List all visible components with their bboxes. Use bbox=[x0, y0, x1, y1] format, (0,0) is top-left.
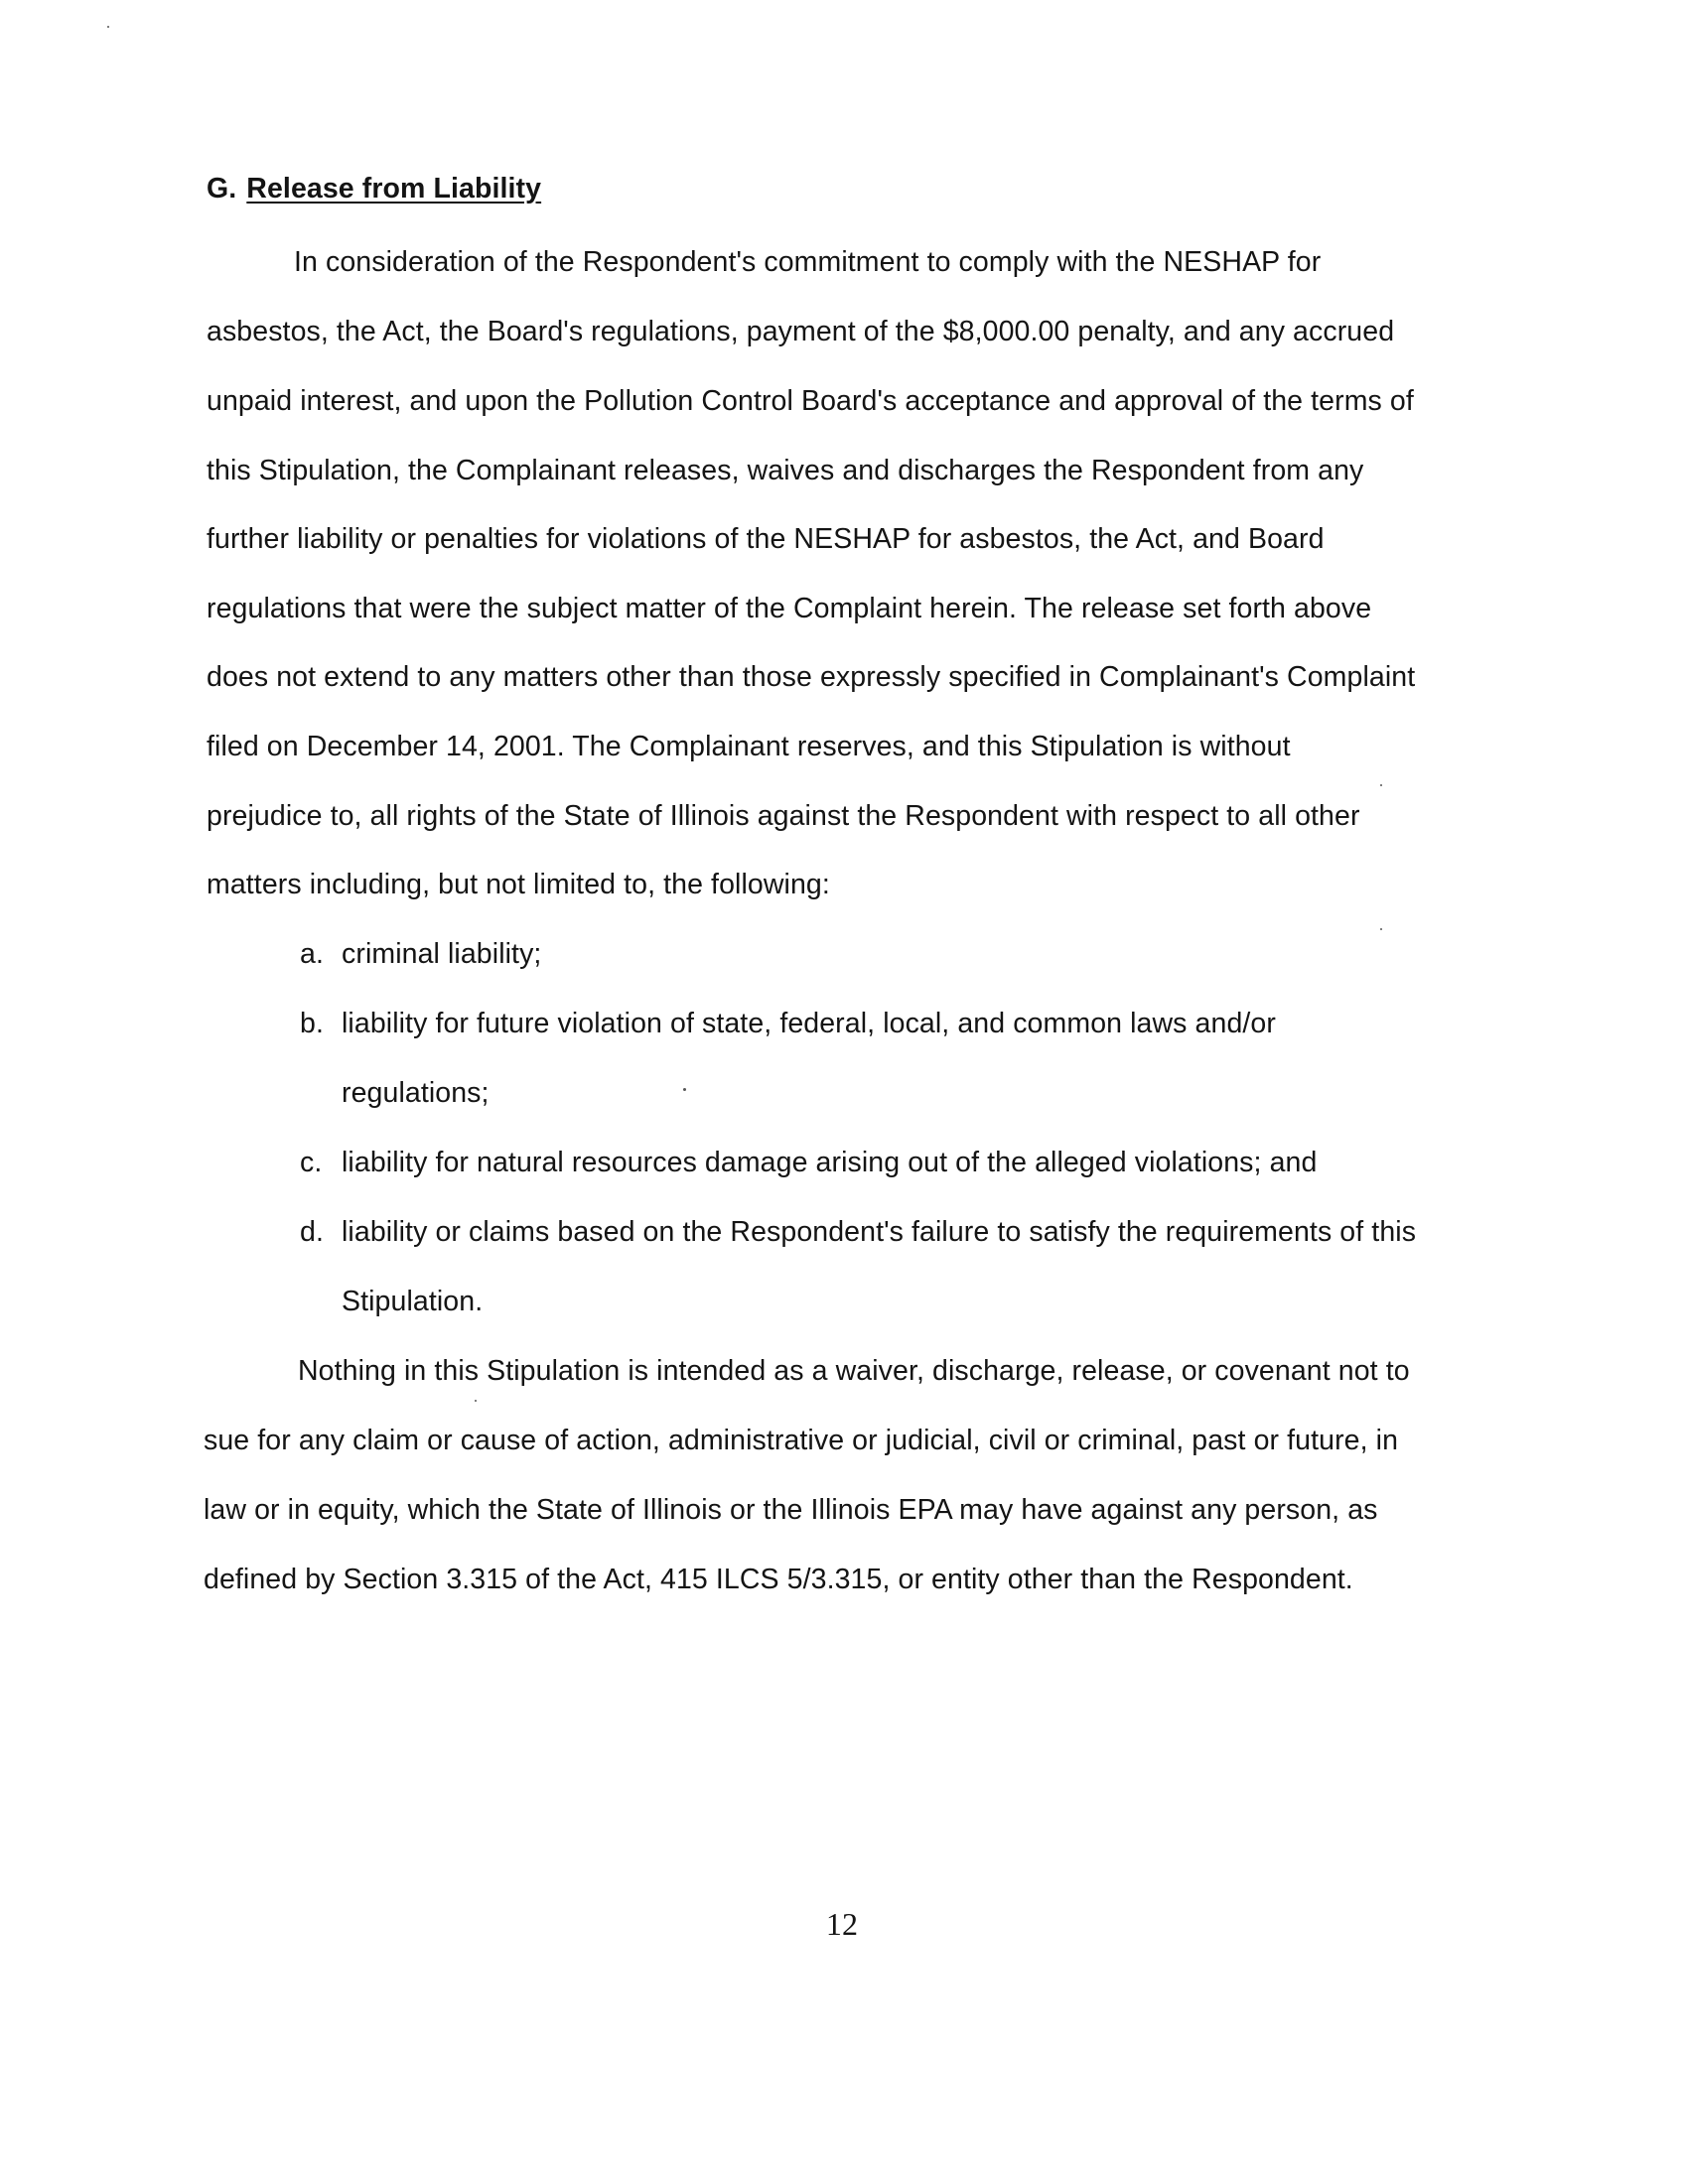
list-item-text: Stipulation. bbox=[342, 1286, 484, 1317]
paragraph-line: this Stipulation, the Complainant releases, waives and discharges the Respondent from any bbox=[207, 455, 1364, 486]
list-item-text: liability for future violation of state, federal, local, and common laws and/or bbox=[342, 1008, 1276, 1039]
paragraph-line: prejudice to, all rights of the State of Illinois against the Respondent with respect to all other bbox=[207, 800, 1360, 832]
paragraph-line: defined by Section 3.315 of the Act, 415 ILCS 5/3.315, or entity other than the Respondent. bbox=[204, 1564, 1353, 1595]
paragraph-line: does not extend to any matters other than those expressly specified in Complainant's Complaint bbox=[207, 661, 1416, 693]
list-item-text: liability or claims based on the Respondent's failure to satisfy the requirements of this bbox=[342, 1216, 1417, 1248]
paragraph-line: In consideration of the Respondent's commitment to comply with the NESHAP for bbox=[294, 246, 1322, 278]
list-marker: b. bbox=[300, 1008, 324, 1039]
paragraph-line: matters including, but not limited to, the following: bbox=[207, 869, 830, 900]
scan-speck bbox=[1380, 784, 1382, 786]
list-marker: c. bbox=[300, 1147, 323, 1178]
paragraph-line: further liability or penalties for violations of the NESHAP for asbestos, the Act, and Board bbox=[207, 523, 1325, 555]
section-heading bbox=[207, 173, 541, 205]
scan-speck bbox=[107, 26, 109, 28]
paragraph-line: law or in equity, which the State of Illinois or the Illinois EPA may have against any person, as bbox=[204, 1494, 1378, 1526]
section-title: Release from Liability bbox=[246, 173, 542, 205]
list-item-text: regulations; bbox=[342, 1077, 490, 1109]
paragraph-line: unpaid interest, and upon the Pollution Control Board's acceptance and approval of the terms of bbox=[207, 385, 1414, 417]
scan-speck bbox=[1380, 928, 1382, 930]
section-letter: G. bbox=[207, 173, 237, 205]
list-marker: a. bbox=[300, 938, 324, 970]
list-item-text: liability for natural resources damage arising out of the alleged violations; and bbox=[342, 1147, 1318, 1178]
scan-speck bbox=[683, 1088, 686, 1091]
list-item-text: criminal liability; bbox=[342, 938, 542, 970]
paragraph-line: sue for any claim or cause of action, administrative or judicial, civil or criminal, past or future, in bbox=[204, 1425, 1399, 1456]
page-number: 12 bbox=[825, 1906, 859, 1942]
scan-speck bbox=[475, 1400, 477, 1402]
list-marker: d. bbox=[300, 1216, 324, 1248]
paragraph-line: regulations that were the subject matter of the Complaint herein. The release set forth above bbox=[207, 593, 1372, 624]
paragraph-line: filed on December 14, 2001. The Complainant reserves, and this Stipulation is without bbox=[207, 731, 1291, 762]
paragraph-line: Nothing in this Stipulation is intended as a waiver, discharge, release, or covenant not to bbox=[298, 1355, 1410, 1387]
paragraph-line: asbestos, the Act, the Board's regulations, payment of the $8,000.00 penalty, and any accrued bbox=[207, 316, 1395, 347]
